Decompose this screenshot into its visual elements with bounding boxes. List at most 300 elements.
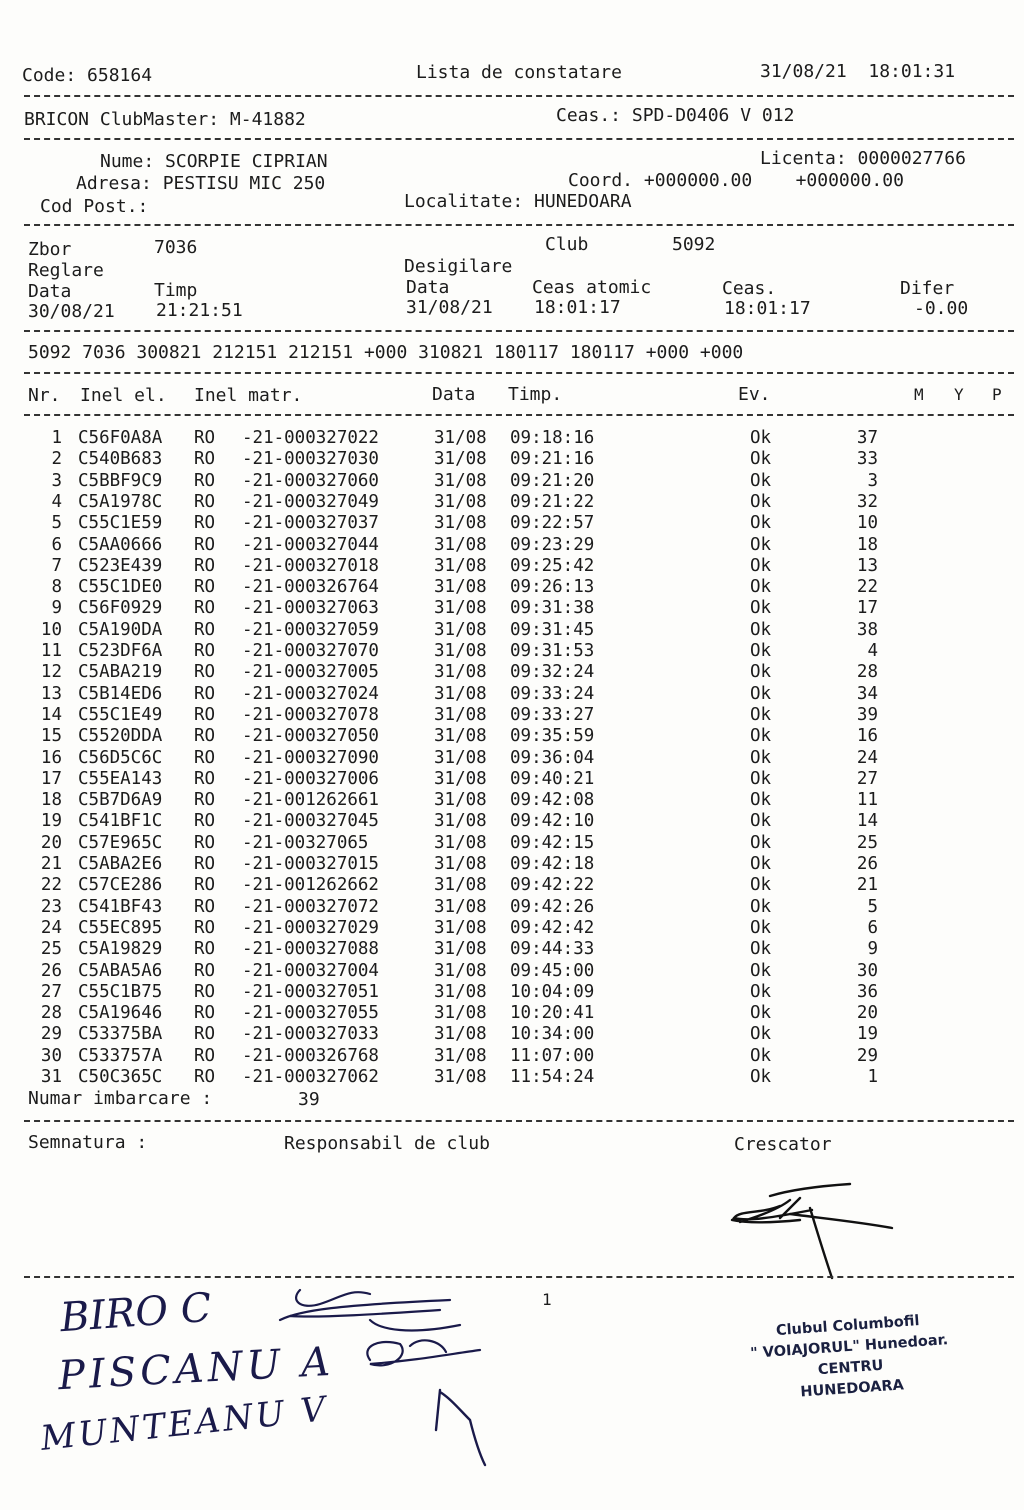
- table-cell: RO: [194, 428, 216, 448]
- table-cell: 31/08: [434, 598, 487, 619]
- stamp-line-3: CENTRU: [817, 1357, 884, 1379]
- col-m: M: [914, 385, 924, 404]
- table-cell: 11:54:24: [510, 1067, 595, 1087]
- table-cell: Ok: [750, 917, 772, 938]
- table-cell: -21-000327015: [242, 854, 379, 874]
- table-cell: 09:26:13: [510, 577, 595, 598]
- table-cell: 09:21:20: [510, 470, 595, 491]
- table-cell: 11:07:00: [510, 1045, 595, 1066]
- atomic-clock-label: Ceas atomic: [532, 277, 652, 298]
- table-cell: Ok: [750, 470, 772, 491]
- locality: Localitate: HUNEDOARA: [404, 191, 632, 212]
- table-cell: RO: [194, 939, 216, 960]
- table-cell: -21-000327033: [242, 1024, 379, 1045]
- table-cell: -21-000327055: [242, 1003, 379, 1024]
- table-row: [0, 769, 1024, 790]
- table-cell: 31/08: [434, 747, 487, 768]
- table-cell: Ok: [750, 896, 772, 917]
- print-datetime: 31/08/21 18:01:31: [760, 61, 956, 82]
- table-cell: 10:34:00: [510, 1024, 595, 1045]
- table-cell: 09:42:42: [510, 917, 595, 938]
- table-cell: -21-000327044: [242, 534, 379, 555]
- table-cell: RO: [194, 854, 216, 874]
- table-cell: -21-000327050: [242, 726, 379, 747]
- table-cell: 09:21:22: [510, 491, 595, 512]
- fancier-name: Nume: SCORPIE CIPRIAN: [100, 151, 328, 172]
- table-cell: Ok: [750, 1045, 772, 1066]
- table-cell: C5520DDA: [78, 726, 163, 747]
- divider: [24, 372, 1014, 374]
- table-row: [0, 875, 1024, 896]
- table-cell: 8: [51, 577, 62, 598]
- col-y: Y: [954, 385, 964, 404]
- table-cell: 29: [856, 1045, 878, 1066]
- table-cell: 09:32:24: [510, 662, 595, 683]
- handwritten-note-2: PISCANU A: [56, 1338, 335, 1400]
- table-cell: 5: [51, 513, 62, 534]
- table-cell: 16: [856, 726, 878, 747]
- table-row: [0, 705, 1024, 726]
- table-cell: 22: [40, 875, 62, 896]
- table-cell: C5A1978C: [78, 491, 163, 512]
- table-cell: 11: [40, 641, 62, 661]
- table-cell: RO: [194, 747, 216, 768]
- table-cell: C56F0A8A: [78, 428, 163, 448]
- table-cell: 21: [40, 854, 62, 874]
- table-cell: Ok: [750, 1067, 772, 1087]
- table-row: [0, 982, 1024, 1003]
- summary-line: 5092 7036 300821 212151 212151 +000 310821 180117 180117 +000 +000: [28, 342, 744, 363]
- table-cell: Ok: [750, 854, 772, 874]
- table-cell: 31/08: [434, 896, 487, 917]
- table-cell: 24: [856, 747, 878, 768]
- table-cell: 31/08: [434, 683, 487, 704]
- reglare-label: Reglare: [28, 260, 104, 281]
- table-cell: -21-000326768: [242, 1045, 379, 1066]
- table-row: [0, 918, 1024, 939]
- table-cell: 17: [40, 768, 62, 789]
- table-cell: 19: [856, 1024, 878, 1045]
- table-cell: C56F0929: [78, 598, 163, 619]
- table-cell: Ok: [750, 619, 772, 640]
- table-cell: Ok: [750, 1003, 772, 1024]
- table-cell: Ok: [750, 513, 772, 534]
- table-cell: -21-000327022: [242, 428, 379, 448]
- table-cell: RO: [194, 1003, 216, 1024]
- table-cell: Ok: [750, 577, 772, 598]
- table-cell: Ok: [750, 939, 772, 960]
- table-cell: 31/08: [434, 555, 487, 576]
- table-cell: C540B683: [78, 449, 163, 470]
- table-cell: -21-000327088: [242, 939, 379, 960]
- table-row: [0, 897, 1024, 918]
- table-row: [0, 641, 1024, 662]
- table-cell: RO: [194, 470, 216, 491]
- table-cell: 5: [867, 896, 878, 917]
- table-cell: Ok: [750, 491, 772, 512]
- table-cell: 16: [40, 747, 62, 768]
- table-cell: 31/08: [434, 470, 487, 491]
- table-cell: -21-000327045: [242, 811, 379, 832]
- col-p: P: [992, 385, 1002, 404]
- table-cell: C5BBF9C9: [78, 470, 163, 491]
- table-cell: RO: [194, 577, 216, 598]
- col-inel-el: Inel el.: [80, 385, 167, 406]
- table-cell: RO: [194, 811, 216, 832]
- table-cell: 09:44:33: [510, 939, 595, 960]
- table-cell: RO: [194, 981, 216, 1002]
- table-cell: -21-000327004: [242, 960, 379, 981]
- table-cell: C541BF43: [78, 896, 163, 917]
- coordinates: Coord. +000000.00 +000000.00: [568, 170, 904, 191]
- table-cell: Ok: [750, 683, 772, 704]
- table-cell: 31/08: [434, 811, 487, 832]
- table-cell: 31/08: [434, 662, 487, 683]
- table-row: [0, 939, 1024, 960]
- table-cell: 1: [51, 428, 62, 448]
- table-cell: 9: [51, 598, 62, 619]
- license: Licenta: 0000027766: [760, 148, 966, 169]
- document-title: Lista de constatare: [416, 62, 622, 83]
- table-cell: 09:18:16: [510, 428, 595, 448]
- table-cell: -21-000327060: [242, 470, 379, 491]
- handwritten-note-1: BIRO C: [58, 1284, 213, 1342]
- table-cell: 1: [867, 1067, 878, 1087]
- divider: [24, 95, 1014, 97]
- club-number: 5092: [672, 234, 716, 255]
- reglare-date: 30/08/21: [28, 301, 115, 322]
- table-cell: 09:31:38: [510, 598, 595, 619]
- table-cell: 31/08: [434, 832, 487, 853]
- table-row: [0, 535, 1024, 556]
- table-cell: RO: [194, 555, 216, 576]
- table-cell: 10:04:09: [510, 981, 595, 1002]
- table-cell: RO: [194, 790, 216, 811]
- table-cell: 6: [867, 917, 878, 938]
- table-cell: C523DF6A: [78, 641, 163, 661]
- table-cell: 31/08: [434, 768, 487, 789]
- handwritten-note-3: MUNTEANU V: [38, 1389, 331, 1459]
- table-cell: RO: [194, 513, 216, 534]
- divider: [24, 224, 1014, 226]
- table-cell: 31/08: [434, 577, 487, 598]
- table-cell: 3: [51, 470, 62, 491]
- table-cell: RO: [194, 598, 216, 619]
- club-label: Club: [545, 234, 589, 255]
- table-cell: 21: [856, 875, 878, 896]
- desig-date: 31/08/21: [406, 297, 493, 318]
- table-cell: RO: [194, 896, 216, 917]
- table-cell: C541BF1C: [78, 811, 163, 832]
- clock-id: Ceas.: SPD-D0406 V 012: [556, 105, 795, 126]
- breeder-label: Crescator: [734, 1134, 832, 1155]
- table-cell: C5A19829: [78, 939, 163, 960]
- col-data: Data: [432, 384, 476, 405]
- table-cell: C5A190DA: [78, 619, 163, 640]
- table-row: [0, 556, 1024, 577]
- table-cell: 09:42:22: [510, 875, 595, 896]
- table-cell: 09:22:57: [510, 513, 595, 534]
- table-cell: C55C1DE0: [78, 577, 163, 598]
- table-cell: RO: [194, 662, 216, 683]
- table-row: [0, 471, 1024, 492]
- divider: [24, 414, 1014, 416]
- table-row: [0, 492, 1024, 513]
- table-cell: 2: [51, 449, 62, 470]
- table-cell: -21-000327024: [242, 683, 379, 704]
- table-cell: 28: [40, 1003, 62, 1024]
- stamp-line-1: Clubul Columbofil: [775, 1313, 921, 1340]
- table-cell: 9: [867, 939, 878, 960]
- reglare-time-label: Timp: [154, 280, 198, 301]
- table-cell: Ok: [750, 832, 772, 853]
- atomic-clock-time: 18:01:17: [534, 297, 621, 318]
- table-cell: RO: [194, 875, 216, 896]
- table-cell: Ok: [750, 768, 772, 789]
- table-cell: C523E439: [78, 555, 163, 576]
- table-cell: 28: [856, 662, 878, 683]
- table-cell: RO: [194, 960, 216, 981]
- table-cell: RO: [194, 534, 216, 555]
- col-timp: Timp.: [508, 384, 563, 405]
- table-row: [0, 726, 1024, 747]
- table-cell: 31/08: [434, 726, 487, 747]
- clock-label: Ceas.: [722, 278, 777, 299]
- table-cell: Ok: [750, 960, 772, 981]
- table-cell: 31/08: [434, 939, 487, 960]
- table-row: [0, 1024, 1024, 1045]
- table-cell: -21-000327090: [242, 747, 379, 768]
- table-cell: Ok: [750, 981, 772, 1002]
- table-cell: 27: [856, 768, 878, 789]
- table-cell: RO: [194, 449, 216, 470]
- table-cell: Ok: [750, 811, 772, 832]
- table-cell: 09:42:18: [510, 854, 595, 874]
- table-cell: 20: [856, 1003, 878, 1024]
- table-cell: C50C365C: [78, 1067, 163, 1087]
- table-cell: -21-000327078: [242, 704, 379, 725]
- table-cell: 31/08: [434, 875, 487, 896]
- table-cell: 09:42:15: [510, 832, 595, 853]
- fancier-address: Adresa: PESTISU MIC 250: [76, 173, 326, 194]
- table-cell: RO: [194, 1067, 216, 1087]
- table-cell: 31/08: [434, 449, 487, 470]
- device-id: BRICON ClubMaster: M-41882: [24, 109, 306, 130]
- reglare-date-label: Data: [28, 281, 72, 302]
- col-inel-matr: Inel matr.: [194, 385, 303, 406]
- table-cell: 09:42:26: [510, 896, 595, 917]
- table-cell: Ok: [750, 555, 772, 576]
- table-cell: Ok: [750, 704, 772, 725]
- handwritten-signatures: [260, 1280, 520, 1480]
- table-row: [0, 790, 1024, 811]
- table-cell: RO: [194, 491, 216, 512]
- table-cell: 31/08: [434, 534, 487, 555]
- table-cell: 30: [856, 960, 878, 981]
- table-cell: Ok: [750, 534, 772, 555]
- divider: [24, 138, 1014, 140]
- postal-code: Cod Post.:: [40, 196, 149, 217]
- table-row: [0, 684, 1024, 705]
- table-cell: 09:23:29: [510, 534, 595, 555]
- signature-label: Semnatura :: [28, 1132, 148, 1153]
- table-cell: -21-000327005: [242, 662, 379, 683]
- table-cell: RO: [194, 641, 216, 661]
- table-cell: -21-00327065: [242, 832, 369, 853]
- table-cell: -21-000327006: [242, 768, 379, 789]
- table-row: [0, 449, 1024, 470]
- table-cell: 09:42:10: [510, 811, 595, 832]
- flight-number: 7036: [154, 237, 198, 258]
- table-cell: C5ABA2E6: [78, 854, 163, 874]
- table-cell: RO: [194, 619, 216, 640]
- table-cell: 09:35:59: [510, 726, 595, 747]
- table-cell: C53375BA: [78, 1024, 163, 1045]
- table-cell: -21-000327018: [242, 555, 379, 576]
- table-cell: 31/08: [434, 491, 487, 512]
- divider: [24, 1120, 1014, 1122]
- table-cell: 10:20:41: [510, 1003, 595, 1024]
- table-cell: 30: [40, 1045, 62, 1066]
- table-cell: Ok: [750, 662, 772, 683]
- table-cell: -21-000327037: [242, 513, 379, 534]
- desig-date-label: Data: [406, 277, 450, 298]
- table-cell: -21-000327029: [242, 917, 379, 938]
- table-cell: 31/08: [434, 513, 487, 534]
- table-cell: C55C1E49: [78, 704, 163, 725]
- table-cell: 34: [856, 683, 878, 704]
- table-cell: 31/08: [434, 790, 487, 811]
- table-cell: C5ABA219: [78, 662, 163, 683]
- table-row: [0, 1003, 1024, 1024]
- table-cell: RO: [194, 917, 216, 938]
- table-cell: 14: [856, 811, 878, 832]
- table-cell: 31/08: [434, 854, 487, 874]
- table-cell: 26: [856, 854, 878, 874]
- table-row: [0, 1046, 1024, 1067]
- flight-label: Zbor: [28, 239, 72, 260]
- table-cell: C55EC895: [78, 917, 163, 938]
- table-cell: -21-000327063: [242, 598, 379, 619]
- table-cell: Ok: [750, 875, 772, 896]
- table-row: [0, 620, 1024, 641]
- col-ev: Ev.: [738, 384, 771, 405]
- table-cell: Ok: [750, 598, 772, 619]
- club-responsible-label: Responsabil de club: [284, 1133, 490, 1154]
- breeder-signature: [720, 1178, 910, 1288]
- table-cell: C55EA143: [78, 768, 163, 789]
- table-cell: 20: [40, 832, 62, 853]
- table-cell: RO: [194, 683, 216, 704]
- table-cell: RO: [194, 1024, 216, 1045]
- table-cell: 12: [40, 662, 62, 683]
- table-cell: 29: [40, 1024, 62, 1045]
- table-cell: Ok: [750, 641, 772, 661]
- table-cell: 7: [51, 555, 62, 576]
- table-cell: Ok: [750, 449, 772, 470]
- table-cell: 09:36:04: [510, 747, 595, 768]
- table-cell: Ok: [750, 1024, 772, 1045]
- table-cell: 6: [51, 534, 62, 555]
- table-cell: -21-001262662: [242, 875, 379, 896]
- table-cell: -21-001262661: [242, 790, 379, 811]
- table-cell: 31/08: [434, 1003, 487, 1024]
- table-cell: 14: [40, 704, 62, 725]
- table-cell: 37: [856, 428, 878, 448]
- table-row: [0, 833, 1024, 854]
- table-cell: RO: [194, 1045, 216, 1066]
- table-cell: 31/08: [434, 428, 487, 448]
- table-cell: -21-000327062: [242, 1067, 379, 1087]
- table-cell: 10: [40, 619, 62, 640]
- table-cell: 11: [856, 790, 878, 811]
- table-cell: 09:25:42: [510, 555, 595, 576]
- table-cell: 36: [856, 981, 878, 1002]
- table-cell: RO: [194, 704, 216, 725]
- table-cell: 31/08: [434, 1045, 487, 1066]
- table-cell: 22: [856, 577, 878, 598]
- table-cell: C55C1B75: [78, 981, 163, 1002]
- table-cell: 25: [856, 832, 878, 853]
- table-cell: Ok: [750, 726, 772, 747]
- table-row: [0, 961, 1024, 982]
- table-row: [0, 513, 1024, 534]
- table-cell: C57CE286: [78, 875, 163, 896]
- table-cell: 09:21:16: [510, 449, 595, 470]
- table-cell: Ok: [750, 790, 772, 811]
- table-cell: C5A19646: [78, 1003, 163, 1024]
- boarded-label: Numar imbarcare :: [28, 1088, 213, 1109]
- table-cell: 23: [40, 896, 62, 917]
- table-cell: 31/08: [434, 1024, 487, 1045]
- table-cell: 09:40:21: [510, 768, 595, 789]
- table-cell: 31/08: [434, 917, 487, 938]
- table-cell: 3: [867, 470, 878, 491]
- divider: [24, 1276, 1014, 1278]
- table-cell: 09:31:45: [510, 619, 595, 640]
- table-cell: C533757A: [78, 1045, 163, 1066]
- table-cell: 31/08: [434, 960, 487, 981]
- table-cell: 31/08: [434, 619, 487, 640]
- table-cell: 15: [40, 726, 62, 747]
- table-cell: 17: [856, 598, 878, 619]
- table-cell: -21-000327059: [242, 619, 379, 640]
- table-cell: C57E965C: [78, 832, 163, 853]
- table-cell: 10: [856, 513, 878, 534]
- table-cell: -21-000327072: [242, 896, 379, 917]
- table-cell: 18: [856, 534, 878, 555]
- table-row: [0, 577, 1024, 598]
- clock-time: 18:01:17: [724, 298, 811, 319]
- desigilare-label: Desigilare: [404, 256, 513, 277]
- table-cell: 31/08: [434, 1067, 487, 1087]
- table-cell: 18: [40, 790, 62, 811]
- table-row: [0, 854, 1024, 875]
- table-cell: RO: [194, 768, 216, 789]
- table-cell: 4: [51, 491, 62, 512]
- table-cell: 38: [856, 619, 878, 640]
- table-cell: 25: [40, 939, 62, 960]
- table-cell: 26: [40, 960, 62, 981]
- col-nr: Nr.: [28, 385, 61, 406]
- table-cell: 09:33:27: [510, 704, 595, 725]
- table-cell: C56D5C6C: [78, 747, 163, 768]
- table-cell: RO: [194, 726, 216, 747]
- table-cell: C5ABA5A6: [78, 960, 163, 981]
- table-cell: 31/08: [434, 981, 487, 1002]
- table-cell: 09:45:00: [510, 960, 595, 981]
- table-cell: 09:31:53: [510, 641, 595, 661]
